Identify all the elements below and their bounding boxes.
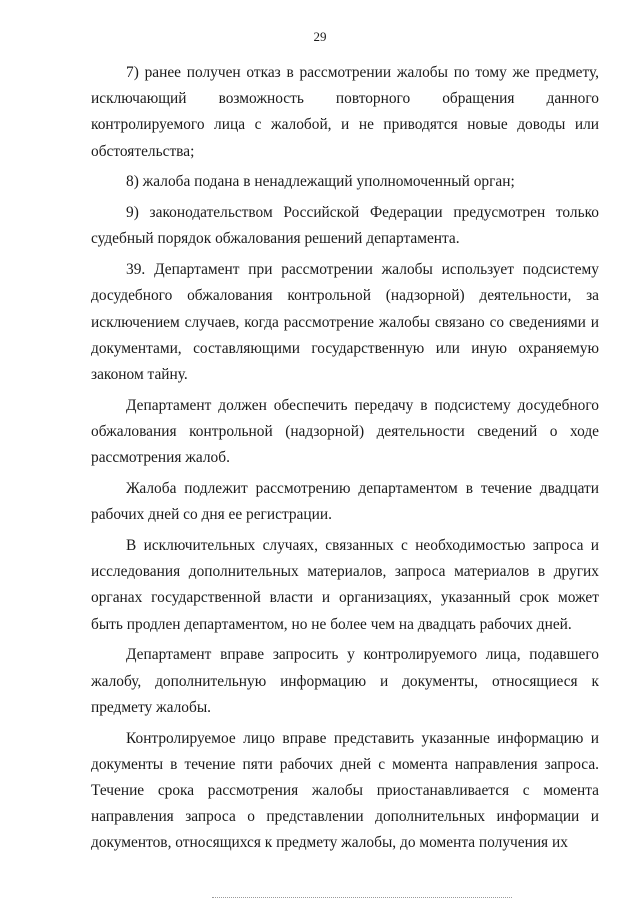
paragraph-request-info: Департамент вправе запросить у контролируемого лица, подавшего жалобу, дополнительную информацию и документы, относящиеся к предмету жалобы.	[91, 646, 599, 716]
paragraph-review-period: Жалоба подлежит рассмотрению департаментом в течение двадцати рабочих дней со дня ее регистрации.	[91, 480, 599, 524]
paragraph-item-7: 7) ранее получен отказ в рассмотрении жалобы по тому же предмету, исключающий возможность повторного обращения данного контролируемого лица с жалобой, и не приводятся новые доводы или обстоятельства;	[91, 64, 599, 160]
paragraph-clause-39: 39. Департамент при рассмотрении жалобы использует подсистему досудебного обжалования контрольной (надзорной) деятельности, за исключением случаев, когда рассмотрение жалобы связано со сведениями и документами, составляющими государственную или иную охраняемую законом тайну.	[91, 261, 599, 384]
paragraph-item-9: 9) законодательством Российской Федерации предусмотрен только судебный порядок обжалования решений департамента.	[91, 204, 599, 248]
paragraph-extension: В исключительных случаях, связанных с необходимостью запроса и исследования дополнительных материалов, запроса материалов в других органах государственной власти и организациях, указанный срок может быть продлен департаментом, но не более чем на двадцать рабочих дней.	[91, 537, 599, 633]
scan-edge-line	[212, 897, 512, 898]
paragraph-item-8: 8) жалоба подана в ненадлежащий уполномоченный орган;	[126, 173, 515, 191]
paragraph-provide-docs: Контролируемое лицо вправе представить указанные информацию и документы в течение пяти рабочих дней с момента направления запроса. Течение срока рассмотрения жалобы приостанавливается с момента направления запроса о представлении дополнительных информации и документов, относящихся к предмету жалобы, до момента получения их	[91, 729, 599, 852]
document-body	[91, 60, 599, 861]
page-number: 29	[313, 29, 327, 44]
paragraph-transfer-info: Департамент должен обеспечить передачу в подсистему досудебного обжалования контрольной (надзорной) деятельности сведений о ходе рассмотрения жалоб.	[91, 396, 599, 467]
